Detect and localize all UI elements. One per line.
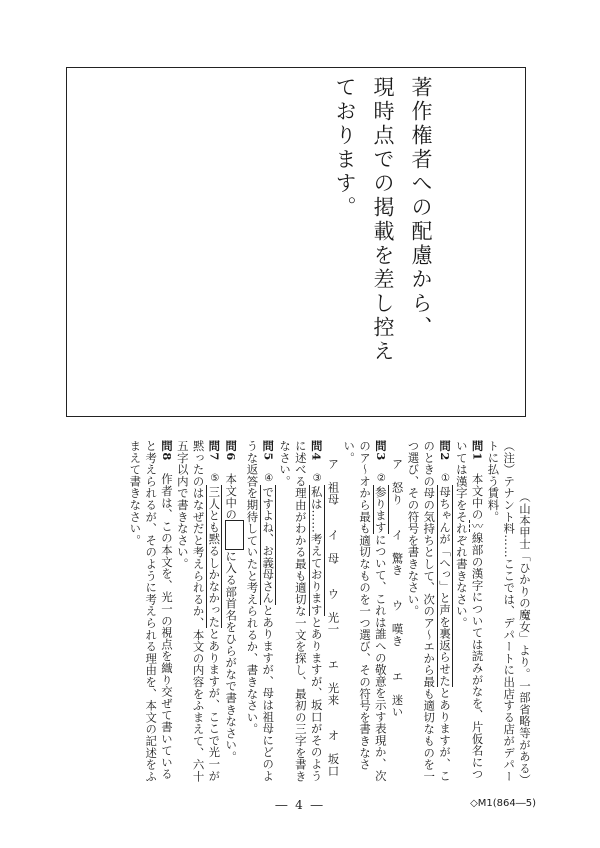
- question-3-number: ②: [375, 473, 387, 485]
- page-number: ― 4 ―: [275, 798, 325, 812]
- document-code: ◇M1(864―5): [470, 798, 536, 809]
- question-4-text: とありますが、坂口がそのように述べる理由がわかる最も適切な一文を探し、最初の三字を書きなさい。: [278, 440, 324, 783]
- question-5-label: 問5: [261, 440, 276, 462]
- question-4-quote: 私は……考えております: [309, 485, 324, 616]
- question-5-text: とありますが、母は祖母にどのような返答を期待していたと考えられるか、書きなさい。: [245, 440, 276, 782]
- question-4-label: 問4: [309, 440, 324, 462]
- question-4: [276, 440, 324, 786]
- notice-line-2: 現時点での掲載を差し控えております。: [333, 76, 395, 364]
- question-8: [127, 440, 174, 786]
- question-2-label: 問2: [438, 440, 453, 462]
- question-7-quote: 三人とも黙るしかなかった: [207, 485, 222, 628]
- question-3-quote: 参ります: [373, 485, 388, 533]
- question-6: [222, 440, 243, 786]
- question-6-text-b: に入る部首名をひらがなで書きなさい。: [224, 550, 239, 763]
- question-5-number: ④: [263, 473, 275, 485]
- copyright-notice: [326, 76, 440, 386]
- question-section: [66, 440, 532, 786]
- question-5-quote: ですよね、お義母さん: [261, 485, 276, 604]
- answer-blank-box: [225, 520, 244, 550]
- question-6-text-a: 本文中の: [224, 473, 239, 521]
- wavy-underline-icon: 〰: [470, 520, 485, 533]
- question-1-text-b: 線部の漢字については読みがなを、片仮名については漢字をそれぞれ書きなさい。: [454, 440, 485, 780]
- question-8-text: 作者は、この本文を、光一の視点を織り交ぜて書いていると考えられるが、そのように考えられる理由を、本文の記述をふまえて書きなさい。: [128, 440, 174, 783]
- copyright-notice-box: [66, 67, 526, 417]
- question-2-number: ①: [440, 473, 452, 485]
- question-4-number: ③: [311, 473, 323, 485]
- question-7-label: 問7: [207, 440, 222, 462]
- question-2: [405, 440, 453, 786]
- question-2-options: ア 怒り イ 驚き ウ 嘆き エ 迷い: [390, 458, 405, 718]
- question-3-options: ア 祖母 イ 母 ウ 光一 エ 光来 オ 坂口: [326, 458, 341, 777]
- source-credit: （山本甲士「ひかりの魔女」より。一部省略等がある）: [518, 491, 532, 786]
- question-1-label: 問1: [470, 440, 485, 462]
- footnote: [485, 440, 517, 786]
- question-8-label: 問8: [159, 440, 174, 462]
- question-3-text: について、これは誰への敬意を示す表現か、次のア～オから最も適切なものを一つ選び、その符号を書きなさい。: [342, 440, 388, 782]
- question-2-text: とありますが、このときの母の気持ちとして、次のア～エから最も適切なものを一つ選び、その符号を書きなさい。: [406, 440, 453, 783]
- question-2-quote: 母ちゃんが「へっ」と声を裏返らせた: [438, 485, 453, 687]
- question-3-label: 問3: [373, 440, 388, 462]
- question-5: [244, 440, 277, 786]
- footnote-text: テナント料……ここでは、デパートに出店する店がデパートに払う賃料。: [486, 440, 517, 783]
- question-1: [453, 440, 485, 786]
- question-1-text-a: 本文中の: [470, 473, 485, 521]
- question-7-number: ⑤: [209, 473, 221, 485]
- question-3: [340, 440, 388, 786]
- footnote-marker: （注）: [502, 440, 517, 476]
- question-6-label: 問6: [224, 440, 239, 462]
- notice-line-1: 著作権者への配慮から、: [409, 76, 433, 340]
- question-7: [174, 440, 222, 786]
- question-7-text: とありますが、ここで光一が黙ったのはなぜだと考えられるか、本文の内容をふまえて、六十五字以内で書きなさい。: [175, 440, 222, 783]
